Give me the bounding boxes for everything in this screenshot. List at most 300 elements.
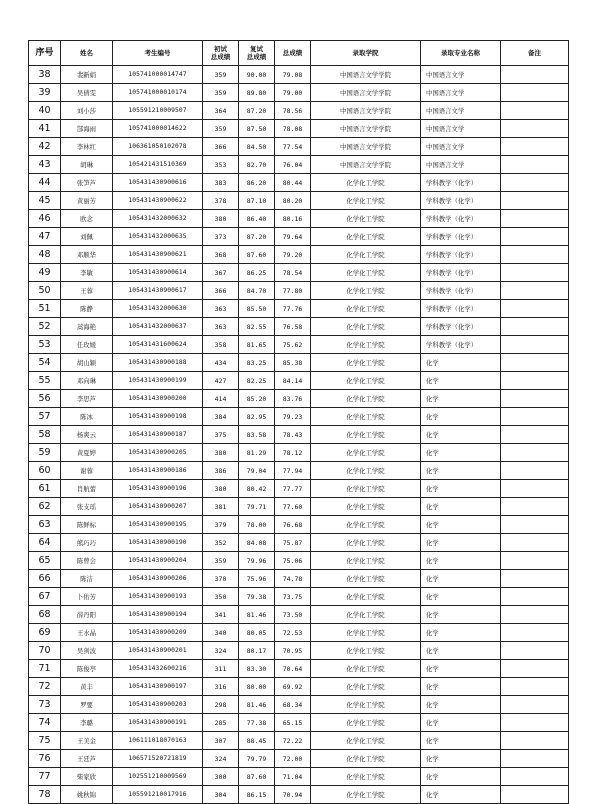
cell-total-score: 85.38	[275, 354, 311, 372]
cell-exam-no: 105741000010174	[113, 84, 203, 102]
cell-major: 化学	[421, 552, 501, 570]
cell-seq: 48	[29, 246, 61, 264]
cell-total-score: 65.15	[275, 714, 311, 732]
cell-major: 化学	[421, 480, 501, 498]
cell-remarks	[501, 354, 569, 372]
cell-seq: 44	[29, 174, 61, 192]
cell-seq: 45	[29, 192, 61, 210]
cell-seq: 69	[29, 624, 61, 642]
cell-remarks	[501, 732, 569, 750]
cell-seq: 68	[29, 606, 61, 624]
cell-initial-score: 359	[203, 84, 239, 102]
table-row	[29, 606, 569, 624]
cell-initial-score: 368	[203, 246, 239, 264]
cell-seq: 52	[29, 318, 61, 336]
cell-retest-score: 80.42	[239, 480, 275, 498]
admission-list-table	[28, 40, 569, 804]
cell-initial-score: 352	[203, 534, 239, 552]
cell-remarks	[501, 462, 569, 480]
table-row	[29, 120, 569, 138]
cell-name: 裴新娟	[61, 66, 113, 84]
cell-seq: 55	[29, 372, 61, 390]
table-row	[29, 534, 569, 552]
cell-retest-score: 89.80	[239, 84, 275, 102]
cell-remarks	[501, 390, 569, 408]
header-total-score: 总成绩	[275, 41, 311, 66]
cell-name: 王蓉	[61, 282, 113, 300]
cell-remarks	[501, 642, 569, 660]
cell-initial-score: 414	[203, 390, 239, 408]
cell-initial-score: 358	[203, 336, 239, 354]
cell-retest-score: 75.96	[239, 570, 275, 588]
cell-remarks	[501, 210, 569, 228]
table-row	[29, 210, 569, 228]
cell-retest-score: 83.30	[239, 660, 275, 678]
cell-name: 熊巧巧	[61, 534, 113, 552]
cell-total-score: 80.16	[275, 210, 311, 228]
cell-exam-no: 105591210017916	[113, 786, 203, 804]
cell-college: 化学化工学院	[311, 462, 421, 480]
cell-major: 化学	[421, 408, 501, 426]
cell-major: 化学	[421, 462, 501, 480]
cell-name: 薛丹阳	[61, 606, 113, 624]
cell-initial-score: 324	[203, 642, 239, 660]
cell-name: 任玫媛	[61, 336, 113, 354]
cell-seq: 53	[29, 336, 61, 354]
cell-name: 黄丰	[61, 678, 113, 696]
cell-initial-score: 316	[203, 678, 239, 696]
cell-retest-score: 79.04	[239, 462, 275, 480]
cell-major: 化学	[421, 714, 501, 732]
cell-retest-score: 77.38	[239, 714, 275, 732]
cell-remarks	[501, 246, 569, 264]
cell-name: 陈鲜标	[61, 516, 113, 534]
cell-remarks	[501, 138, 569, 156]
cell-major: 学科教学（化学）	[421, 210, 501, 228]
cell-remarks	[501, 282, 569, 300]
cell-name: 邓向琳	[61, 372, 113, 390]
cell-initial-score: 341	[203, 606, 239, 624]
cell-exam-no: 105431430900195	[113, 516, 203, 534]
cell-name: 张支瑶	[61, 498, 113, 516]
cell-major: 学科教学（化学）	[421, 300, 501, 318]
cell-initial-score: 366	[203, 282, 239, 300]
cell-initial-score: 353	[203, 156, 239, 174]
table-row	[29, 174, 569, 192]
cell-name: 郜海雨	[61, 120, 113, 138]
cell-remarks	[501, 624, 569, 642]
cell-college: 化学化工学院	[311, 696, 421, 714]
header-retest-line2: 总成绩	[246, 53, 267, 61]
cell-major: 中国语言文学	[421, 120, 501, 138]
table-row	[29, 444, 569, 462]
cell-major: 化学	[421, 372, 501, 390]
cell-college: 化学化工学院	[311, 318, 421, 336]
cell-college: 化学化工学院	[311, 228, 421, 246]
table-row	[29, 228, 569, 246]
cell-retest-score: 85.20	[239, 390, 275, 408]
cell-total-score: 73.75	[275, 588, 311, 606]
cell-seq: 67	[29, 588, 61, 606]
cell-initial-score: 380	[203, 444, 239, 462]
cell-college: 化学化工学院	[311, 534, 421, 552]
cell-exam-no: 105431430900207	[113, 498, 203, 516]
cell-name: 胡琳	[61, 156, 113, 174]
cell-seq: 51	[29, 300, 61, 318]
cell-exam-no: 105431431600624	[113, 336, 203, 354]
cell-college: 化学化工学院	[311, 660, 421, 678]
cell-remarks	[501, 300, 569, 318]
cell-remarks	[501, 660, 569, 678]
cell-exam-no: 105431430900622	[113, 192, 203, 210]
cell-total-score: 77.54	[275, 138, 311, 156]
table-row	[29, 660, 569, 678]
table-row	[29, 516, 569, 534]
cell-college: 化学化工学院	[311, 624, 421, 642]
cell-initial-score: 384	[203, 408, 239, 426]
cell-name: 刘小莎	[61, 102, 113, 120]
cell-major: 化学	[421, 624, 501, 642]
cell-initial-score: 324	[203, 750, 239, 768]
cell-remarks	[501, 480, 569, 498]
cell-name: 李璐	[61, 714, 113, 732]
cell-major: 学科教学（化学）	[421, 228, 501, 246]
cell-remarks	[501, 408, 569, 426]
cell-exam-no: 105431430900209	[113, 624, 203, 642]
cell-remarks	[501, 444, 569, 462]
cell-major: 化学	[421, 768, 501, 786]
cell-retest-score: 82.55	[239, 318, 275, 336]
cell-college: 化学化工学院	[311, 192, 421, 210]
cell-major: 化学	[421, 498, 501, 516]
cell-initial-score: 298	[203, 696, 239, 714]
table-row	[29, 678, 569, 696]
cell-retest-score: 86.20	[239, 174, 275, 192]
cell-remarks	[501, 174, 569, 192]
cell-exam-no: 105431432000632	[113, 210, 203, 228]
table-row	[29, 300, 569, 318]
cell-remarks	[501, 426, 569, 444]
cell-initial-score: 366	[203, 138, 239, 156]
cell-remarks	[501, 264, 569, 282]
cell-remarks	[501, 696, 569, 714]
cell-seq: 47	[29, 228, 61, 246]
header-initial-line2: 总成绩	[210, 53, 231, 61]
table-row	[29, 732, 569, 750]
cell-initial-score: 383	[203, 174, 239, 192]
cell-remarks	[501, 678, 569, 696]
cell-total-score: 76.58	[275, 318, 311, 336]
cell-initial-score: 379	[203, 516, 239, 534]
cell-college: 化学化工学院	[311, 498, 421, 516]
cell-exam-no: 105431432000630	[113, 300, 203, 318]
cell-exam-no: 105431430900190	[113, 534, 203, 552]
cell-name: 罗要	[61, 696, 113, 714]
cell-remarks	[501, 102, 569, 120]
cell-retest-score: 85.50	[239, 300, 275, 318]
cell-total-score: 77.94	[275, 462, 311, 480]
cell-exam-no: 105431430900201	[113, 642, 203, 660]
cell-retest-score: 87.60	[239, 246, 275, 264]
table-row	[29, 624, 569, 642]
cell-seq: 75	[29, 732, 61, 750]
cell-remarks	[501, 372, 569, 390]
header-college: 录取学院	[311, 41, 421, 66]
cell-name: 蒿海艳	[61, 318, 113, 336]
cell-remarks	[501, 120, 569, 138]
cell-total-score: 76.68	[275, 516, 311, 534]
cell-seq: 76	[29, 750, 61, 768]
cell-initial-score: 381	[203, 498, 239, 516]
cell-name: 王水晶	[61, 624, 113, 642]
cell-total-score: 79.00	[275, 84, 311, 102]
cell-name: 王美金	[61, 732, 113, 750]
cell-name: 姚秋锦	[61, 786, 113, 804]
cell-seq: 66	[29, 570, 61, 588]
cell-initial-score: 373	[203, 228, 239, 246]
cell-name: 李林红	[61, 138, 113, 156]
cell-total-score: 77.60	[275, 498, 311, 516]
cell-seq: 59	[29, 444, 61, 462]
cell-name: 柴家欣	[61, 768, 113, 786]
cell-total-score: 79.20	[275, 246, 311, 264]
table-row	[29, 786, 569, 804]
cell-total-score: 77.77	[275, 480, 311, 498]
cell-total-score: 78.12	[275, 444, 311, 462]
cell-total-score: 75.87	[275, 534, 311, 552]
cell-total-score: 69.92	[275, 678, 311, 696]
cell-retest-score: 81.46	[239, 696, 275, 714]
cell-total-score: 83.76	[275, 390, 311, 408]
cell-retest-score: 82.70	[239, 156, 275, 174]
cell-retest-score: 87.50	[239, 120, 275, 138]
cell-remarks	[501, 534, 569, 552]
cell-initial-score: 304	[203, 786, 239, 804]
cell-total-score: 76.04	[275, 156, 311, 174]
cell-total-score: 84.14	[275, 372, 311, 390]
cell-seq: 65	[29, 552, 61, 570]
cell-seq: 64	[29, 534, 61, 552]
cell-initial-score: 307	[203, 732, 239, 750]
cell-major: 化学	[421, 750, 501, 768]
cell-total-score: 79.23	[275, 408, 311, 426]
cell-college: 化学化工学院	[311, 768, 421, 786]
cell-name: 王廷芦	[61, 750, 113, 768]
table-row	[29, 84, 569, 102]
table-row	[29, 138, 569, 156]
cell-remarks	[501, 750, 569, 768]
cell-retest-score: 81.65	[239, 336, 275, 354]
cell-exam-no: 102551210009569	[113, 768, 203, 786]
cell-retest-score: 82.95	[239, 408, 275, 426]
cell-seq: 49	[29, 264, 61, 282]
cell-college: 化学化工学院	[311, 282, 421, 300]
cell-retest-score: 82.25	[239, 372, 275, 390]
cell-retest-score: 87.10	[239, 192, 275, 210]
cell-college: 化学化工学院	[311, 336, 421, 354]
cell-remarks	[501, 570, 569, 588]
cell-name: 陈冰	[61, 408, 113, 426]
table-row	[29, 768, 569, 786]
cell-exam-no: 105431430900193	[113, 588, 203, 606]
cell-retest-score: 80.00	[239, 678, 275, 696]
table-row	[29, 246, 569, 264]
cell-major: 化学	[421, 588, 501, 606]
cell-name: 李敏	[61, 264, 113, 282]
cell-initial-score: 370	[203, 570, 239, 588]
cell-name: 黄丽芳	[61, 192, 113, 210]
cell-seq: 72	[29, 678, 61, 696]
cell-major: 学科教学（化学）	[421, 174, 501, 192]
cell-exam-no: 105431430900197	[113, 678, 203, 696]
cell-seq: 54	[29, 354, 61, 372]
table-row	[29, 408, 569, 426]
cell-major: 学科教学（化学）	[421, 264, 501, 282]
cell-major: 中国语言文学	[421, 84, 501, 102]
cell-retest-score: 86.25	[239, 264, 275, 282]
cell-exam-no: 105431430900617	[113, 282, 203, 300]
cell-name: 谢蓉	[61, 462, 113, 480]
cell-remarks	[501, 192, 569, 210]
cell-retest-score: 86.40	[239, 210, 275, 228]
cell-exam-no: 105431432000637	[113, 318, 203, 336]
cell-seq: 77	[29, 768, 61, 786]
cell-initial-score: 359	[203, 552, 239, 570]
table-row	[29, 354, 569, 372]
table-row	[29, 588, 569, 606]
cell-remarks	[501, 768, 569, 786]
cell-major: 化学	[421, 660, 501, 678]
cell-name: 肖航蕾	[61, 480, 113, 498]
cell-seq: 70	[29, 642, 61, 660]
cell-total-score: 70.95	[275, 642, 311, 660]
cell-total-score: 72.00	[275, 750, 311, 768]
cell-remarks	[501, 228, 569, 246]
cell-college: 中国语言文学学院	[311, 84, 421, 102]
header-row	[29, 41, 569, 66]
cell-retest-score: 84.70	[239, 282, 275, 300]
cell-college: 化学化工学院	[311, 210, 421, 228]
cell-seq: 63	[29, 516, 61, 534]
cell-name: 陈洁	[61, 570, 113, 588]
cell-name: 陈静	[61, 300, 113, 318]
cell-college: 化学化工学院	[311, 678, 421, 696]
table-row	[29, 282, 569, 300]
table-body	[29, 66, 569, 804]
cell-total-score: 78.54	[275, 264, 311, 282]
cell-major: 中国语言文学	[421, 66, 501, 84]
cell-college: 化学化工学院	[311, 588, 421, 606]
cell-exam-no: 105741000014747	[113, 66, 203, 84]
header-exam-no: 考生编号	[113, 41, 203, 66]
table-row	[29, 372, 569, 390]
cell-college: 中国语言文学学院	[311, 138, 421, 156]
table-row	[29, 570, 569, 588]
cell-initial-score: 359	[203, 66, 239, 84]
cell-total-score: 70.64	[275, 660, 311, 678]
cell-exam-no: 105431430900203	[113, 696, 203, 714]
cell-major: 化学	[421, 570, 501, 588]
cell-exam-no: 105431432600216	[113, 660, 203, 678]
cell-college: 中国语言文学学院	[311, 66, 421, 84]
cell-college: 化学化工学院	[311, 408, 421, 426]
cell-college: 化学化工学院	[311, 264, 421, 282]
cell-total-score: 72.22	[275, 732, 311, 750]
cell-college: 化学化工学院	[311, 444, 421, 462]
cell-retest-score: 79.96	[239, 552, 275, 570]
header-major: 录取专业名称	[421, 41, 501, 66]
cell-seq: 62	[29, 498, 61, 516]
cell-initial-score: 359	[203, 120, 239, 138]
cell-initial-score: 311	[203, 660, 239, 678]
cell-exam-no: 105431430900186	[113, 462, 203, 480]
cell-exam-no: 105741000014622	[113, 120, 203, 138]
cell-initial-score: 363	[203, 300, 239, 318]
table-row	[29, 66, 569, 84]
cell-exam-no: 106111018070163	[113, 732, 203, 750]
cell-exam-no: 105431430900194	[113, 606, 203, 624]
cell-retest-score: 80.05	[239, 624, 275, 642]
cell-retest-score: 87.20	[239, 102, 275, 120]
cell-major: 化学	[421, 534, 501, 552]
cell-remarks	[501, 552, 569, 570]
cell-seq: 40	[29, 102, 61, 120]
cell-exam-no: 105431430900616	[113, 174, 203, 192]
cell-retest-score: 86.15	[239, 786, 275, 804]
cell-total-score: 80.20	[275, 192, 311, 210]
cell-major: 化学	[421, 732, 501, 750]
header-remarks: 备注	[501, 41, 569, 66]
cell-major: 化学	[421, 444, 501, 462]
cell-college: 化学化工学院	[311, 174, 421, 192]
cell-name: 杨爽云	[61, 426, 113, 444]
cell-initial-score: 427	[203, 372, 239, 390]
cell-exam-no: 106571520721819	[113, 750, 203, 768]
cell-remarks	[501, 606, 569, 624]
cell-name: 欧念	[61, 210, 113, 228]
cell-major: 化学	[421, 354, 501, 372]
cell-initial-score: 363	[203, 318, 239, 336]
cell-retest-score: 84.50	[239, 138, 275, 156]
cell-initial-score: 386	[203, 462, 239, 480]
cell-seq: 56	[29, 390, 61, 408]
cell-seq: 46	[29, 210, 61, 228]
cell-total-score: 73.50	[275, 606, 311, 624]
cell-college: 化学化工学院	[311, 552, 421, 570]
cell-major: 中国语言文学	[421, 138, 501, 156]
cell-name: 张笋芦	[61, 174, 113, 192]
cell-exam-no: 105431430900621	[113, 246, 203, 264]
cell-seq: 74	[29, 714, 61, 732]
cell-retest-score: 88.45	[239, 732, 275, 750]
cell-major: 化学	[421, 786, 501, 804]
header-name: 姓名	[61, 41, 113, 66]
cell-total-score: 72.53	[275, 624, 311, 642]
cell-seq: 39	[29, 84, 61, 102]
cell-exam-no: 105591210009507	[113, 102, 203, 120]
cell-retest-score: 80.17	[239, 642, 275, 660]
cell-seq: 50	[29, 282, 61, 300]
cell-remarks	[501, 786, 569, 804]
cell-college: 化学化工学院	[311, 642, 421, 660]
cell-retest-score: 83.25	[239, 354, 275, 372]
table-row	[29, 462, 569, 480]
cell-exam-no: 105431430900187	[113, 426, 203, 444]
cell-name: 陈曾会	[61, 552, 113, 570]
cell-seq: 78	[29, 786, 61, 804]
cell-college: 化学化工学院	[311, 246, 421, 264]
cell-initial-score: 340	[203, 624, 239, 642]
